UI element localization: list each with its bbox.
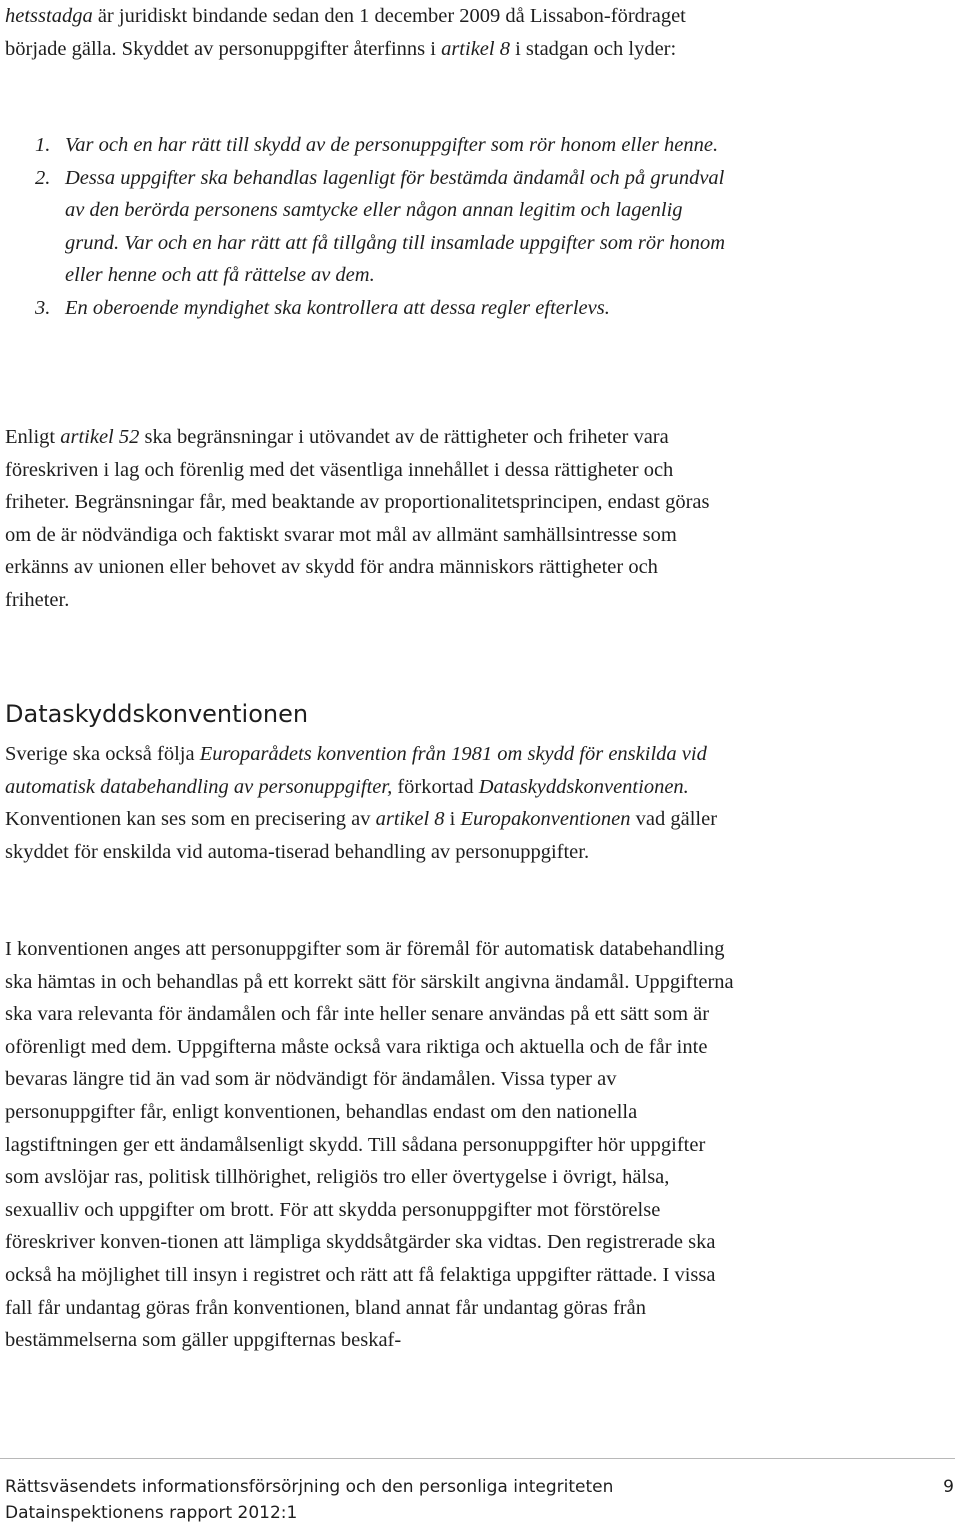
list-text: En oberoende myndighet ska kontrollera att dessa regler efterlevs. bbox=[65, 296, 610, 319]
intro-part-3: i stadgan och lyder: bbox=[509, 37, 677, 60]
conv-part-2: förkortad bbox=[392, 775, 479, 798]
list-number: 3. bbox=[35, 296, 51, 319]
conv-part-3: Dataskyddskonventionen. bbox=[478, 775, 689, 798]
para52-part-1: artikel 52 bbox=[60, 426, 140, 448]
footer-report: Datainspektionens rapport 2012:1 bbox=[5, 1503, 298, 1523]
page-number: 9 bbox=[943, 1477, 954, 1497]
list-item bbox=[5, 162, 725, 292]
footer-divider bbox=[0, 1458, 955, 1459]
conv-part-4: Konventionen kan ses som en precisering av bbox=[5, 808, 376, 831]
convention-paragraph bbox=[5, 738, 735, 868]
conv-part-6: i bbox=[444, 808, 461, 831]
conv-part-5: artikel 8 bbox=[375, 808, 445, 831]
intro-part-0: hetsstadga bbox=[5, 5, 93, 27]
intro-part-2: artikel 8 bbox=[441, 37, 510, 60]
conv-part-0: Sverige ska också följa bbox=[5, 743, 200, 765]
list-text: Var och en har rätt till skydd av de personuppgifter som rör honom eller henne. bbox=[65, 134, 719, 156]
list-text: Dessa uppgifter ska behandlas lagenligt för bestämda ändamål och på grundval av den berörda personens samtycke eller någon annan legitim och lagenlig grund. Var och en har rätt att få tillgång till insamlade uppgifter som rör honom eller henne och att få rättelse av dem. bbox=[65, 166, 726, 287]
list-number: 2. bbox=[35, 166, 51, 189]
list-number: 1. bbox=[35, 134, 51, 156]
para52-part-2: ska begränsningar i utövandet av de rättigheter och friheter vara föreskriven i lag och förenlig med det väsentliga innehållet i dessa rättigheter och friheter. Begränsningar får, med beaktande av proportionalitetsprincipen, endast göras om de är nödvändiga och faktiskt svarar mot mål av allmänt samhällsintresse som erkänns av unionen eller behovet av skydd för andra människors rättigheter och friheter. bbox=[5, 426, 710, 611]
conv-part-8: vad gäller skyddet för enskilda vid automa-tiserad behandling av personuppgifter. bbox=[5, 808, 718, 863]
list-item bbox=[5, 129, 725, 162]
article-52-paragraph bbox=[5, 421, 725, 617]
article-8-list bbox=[5, 129, 950, 325]
konvention-paragraph: I konventionen anges att personuppgifter som är föremål för automatisk databehandling ska hämtas in och behandlas på ett korrekt sätt för särskilt angivna ändamål. Uppgifterna ska vara relevanta för ändamålen och får inte heller senare användas på ett sätt som är oförenligt med dem. Uppgifterna måste också vara riktiga och aktuella och de får inte bevaras längre tid än vad som är nödvändigt för ändamålen. Vissa typer av personuppgifter får, enligt konventionen, behandlas endast om den nationella lagstiftningen ger ett ändamålsenligt skydd. Till sådana personuppgifter hör uppgifter som avslöjar ras, politisk tillhörighet, religiös tro eller övertygelse i övrigt, hälsa, sexualliv och uppgifter om brott. För att skydda personuppgifter mot förstörelse föreskriver konven-tionen att lämpliga skyddsåtgärder ska vidtas. Den registrerade ska också ha möjlighet till insyn i registret och rätt att få felaktiga uppgifter rättade. I vissa fall får undantag göras från konventionen, bland annat får undantag göras från bestämmelserna som gäller uppgifternas beskaf- bbox=[5, 938, 734, 1352]
list-item bbox=[5, 292, 725, 325]
section-heading: Dataskyddskonventionen bbox=[5, 700, 309, 728]
conv-part-7: Europakonventionen bbox=[460, 808, 631, 831]
conv-part-1: Europarådets konvention från 1981 om skydd för enskilda vid automatisk databehandling av personuppgifter, bbox=[5, 743, 707, 798]
footer bbox=[5, 1474, 613, 1526]
intro-part-1: är juridiskt bindande sedan den 1 december 2009 då Lissabon-fördraget började gälla. Skyddet av personuppgifter återfinns i bbox=[5, 5, 686, 60]
footer-title: Rättsväsendets informationsförsörjning och den personliga integriteten bbox=[5, 1477, 614, 1497]
intro-paragraph bbox=[5, 0, 745, 65]
para52-part-0: Enligt bbox=[5, 426, 61, 448]
